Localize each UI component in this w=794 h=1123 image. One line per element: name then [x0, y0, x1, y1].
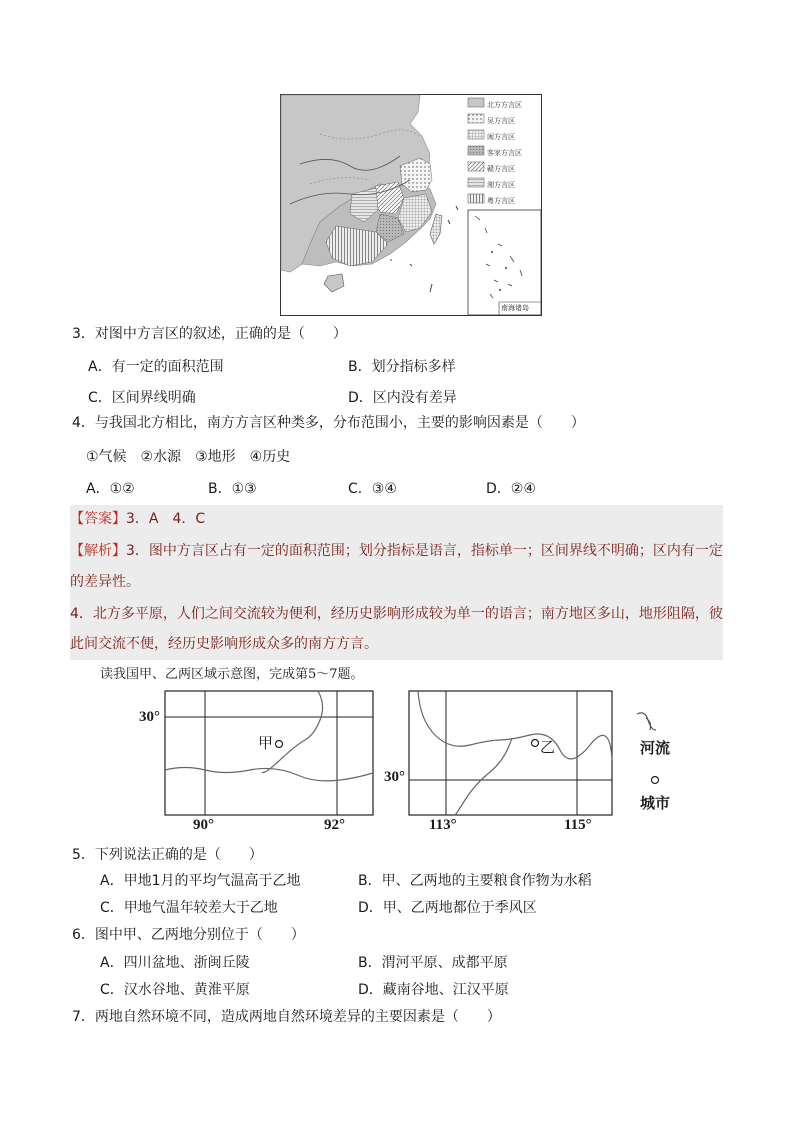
- q4-option-c: C．③④: [348, 481, 397, 497]
- city-yi-marker: [532, 740, 539, 747]
- q6-option-c: C．汉水谷地、黄淮平原: [100, 982, 250, 998]
- question-6-stem: 6．图中甲、乙两地分别位于（ ）: [72, 927, 305, 943]
- right-lat-label: 30°: [384, 769, 405, 785]
- city-jia-label: 甲: [258, 734, 274, 752]
- analysis-3-part-1: 3．图中方言区占有一定的面积范围；划分指标是语言，指标单一；区间界线不明确；区内有一定: [126, 543, 723, 559]
- q6-option-a: A．四川盆地、浙闽丘陵: [100, 955, 250, 971]
- analysis-label: 【解析】: [70, 543, 126, 559]
- question-4-stem: 4．与我国北方相比，南方方言区种类多，分布范围小，主要的影响因素是（ ）: [72, 415, 585, 431]
- answer-label: 【答案】: [70, 511, 126, 527]
- q6-option-b: B．渭河平原、成都平原: [358, 955, 508, 971]
- q4-option-b: B．①③: [208, 481, 257, 497]
- legend-label-north: 北方方言区: [487, 101, 522, 109]
- q4-items: ①气候 ②水源 ③地形 ④历史: [86, 449, 291, 465]
- q3-option-a: A．有一定的面积范围: [88, 359, 224, 375]
- legend-label-yue: 粤方言区: [487, 197, 515, 205]
- right-lon-label-2: 115°: [564, 817, 592, 833]
- legend-label-gan: 赣方言区: [487, 165, 515, 173]
- legend-label-hakka: 客家方言区: [487, 149, 522, 157]
- answer-text: 3．A 4．C: [126, 511, 206, 527]
- inset-label: 南海诸岛: [501, 304, 529, 312]
- legend-river-symbol: [637, 713, 656, 730]
- legend-label-min: 闽方言区: [487, 133, 515, 141]
- analysis-3-part-2: 的差异性。: [70, 574, 140, 590]
- analysis-4-part-2: 此间交流不便，经历史影响形成众多的南方方言。: [70, 636, 378, 652]
- right-river-branch: [455, 738, 512, 815]
- right-lon-label-1: 113°: [429, 817, 457, 833]
- legend-river-label: 河流: [640, 739, 671, 757]
- q6-option-d: D．藏南谷地、江汉平原: [358, 982, 509, 998]
- city-yi-label: 乙: [540, 738, 556, 756]
- legend-city-label: 城市: [640, 794, 671, 812]
- city-jia-marker: [276, 741, 283, 748]
- legend-city-symbol: [652, 777, 659, 784]
- question-3-stem: 3．对图中方言区的叙述，正确的是（ ）: [72, 326, 347, 342]
- q5-option-b: B．甲、乙两地的主要粮食作物为水稻: [358, 873, 592, 889]
- q3-option-d: D．区内没有差异: [348, 390, 457, 406]
- q4-option-a: A．①②: [86, 481, 135, 497]
- legend-label-wu: 吴方言区: [487, 117, 515, 125]
- legend-label-xiang: 湘方言区: [487, 181, 515, 189]
- left-lon-label-2: 92°: [324, 817, 345, 833]
- q3-option-c: C．区间界线明确: [88, 390, 196, 406]
- right-river-main: [418, 691, 612, 760]
- q5-option-a: A．甲地1月的平均气温高于乙地: [100, 873, 301, 889]
- question-5-stem: 5．下列说法正确的是（ ）: [72, 847, 263, 863]
- left-lat-label: 30°: [139, 709, 160, 725]
- analysis-4-part-1: 4．北方多平原，人们之间交流较为便利，经历史影响形成较为单一的语言；南方地区多山，地形阻隔，彼: [70, 606, 723, 622]
- left-lon-label-1: 90°: [193, 817, 214, 833]
- q5-option-c: C．甲地气温年较差大于乙地: [100, 900, 278, 916]
- question-7-stem: 7．两地自然环境不同，造成两地自然环境差异的主要因素是（ ）: [72, 1009, 501, 1025]
- q3-option-b: B．划分指标多样: [348, 359, 456, 375]
- q5-option-d: D．甲、乙两地都位于季风区: [358, 900, 537, 916]
- q4-option-d: D．②④: [486, 481, 536, 497]
- section-intro: 读我国甲、乙两区域示意图，完成第5～7题。: [100, 667, 364, 682]
